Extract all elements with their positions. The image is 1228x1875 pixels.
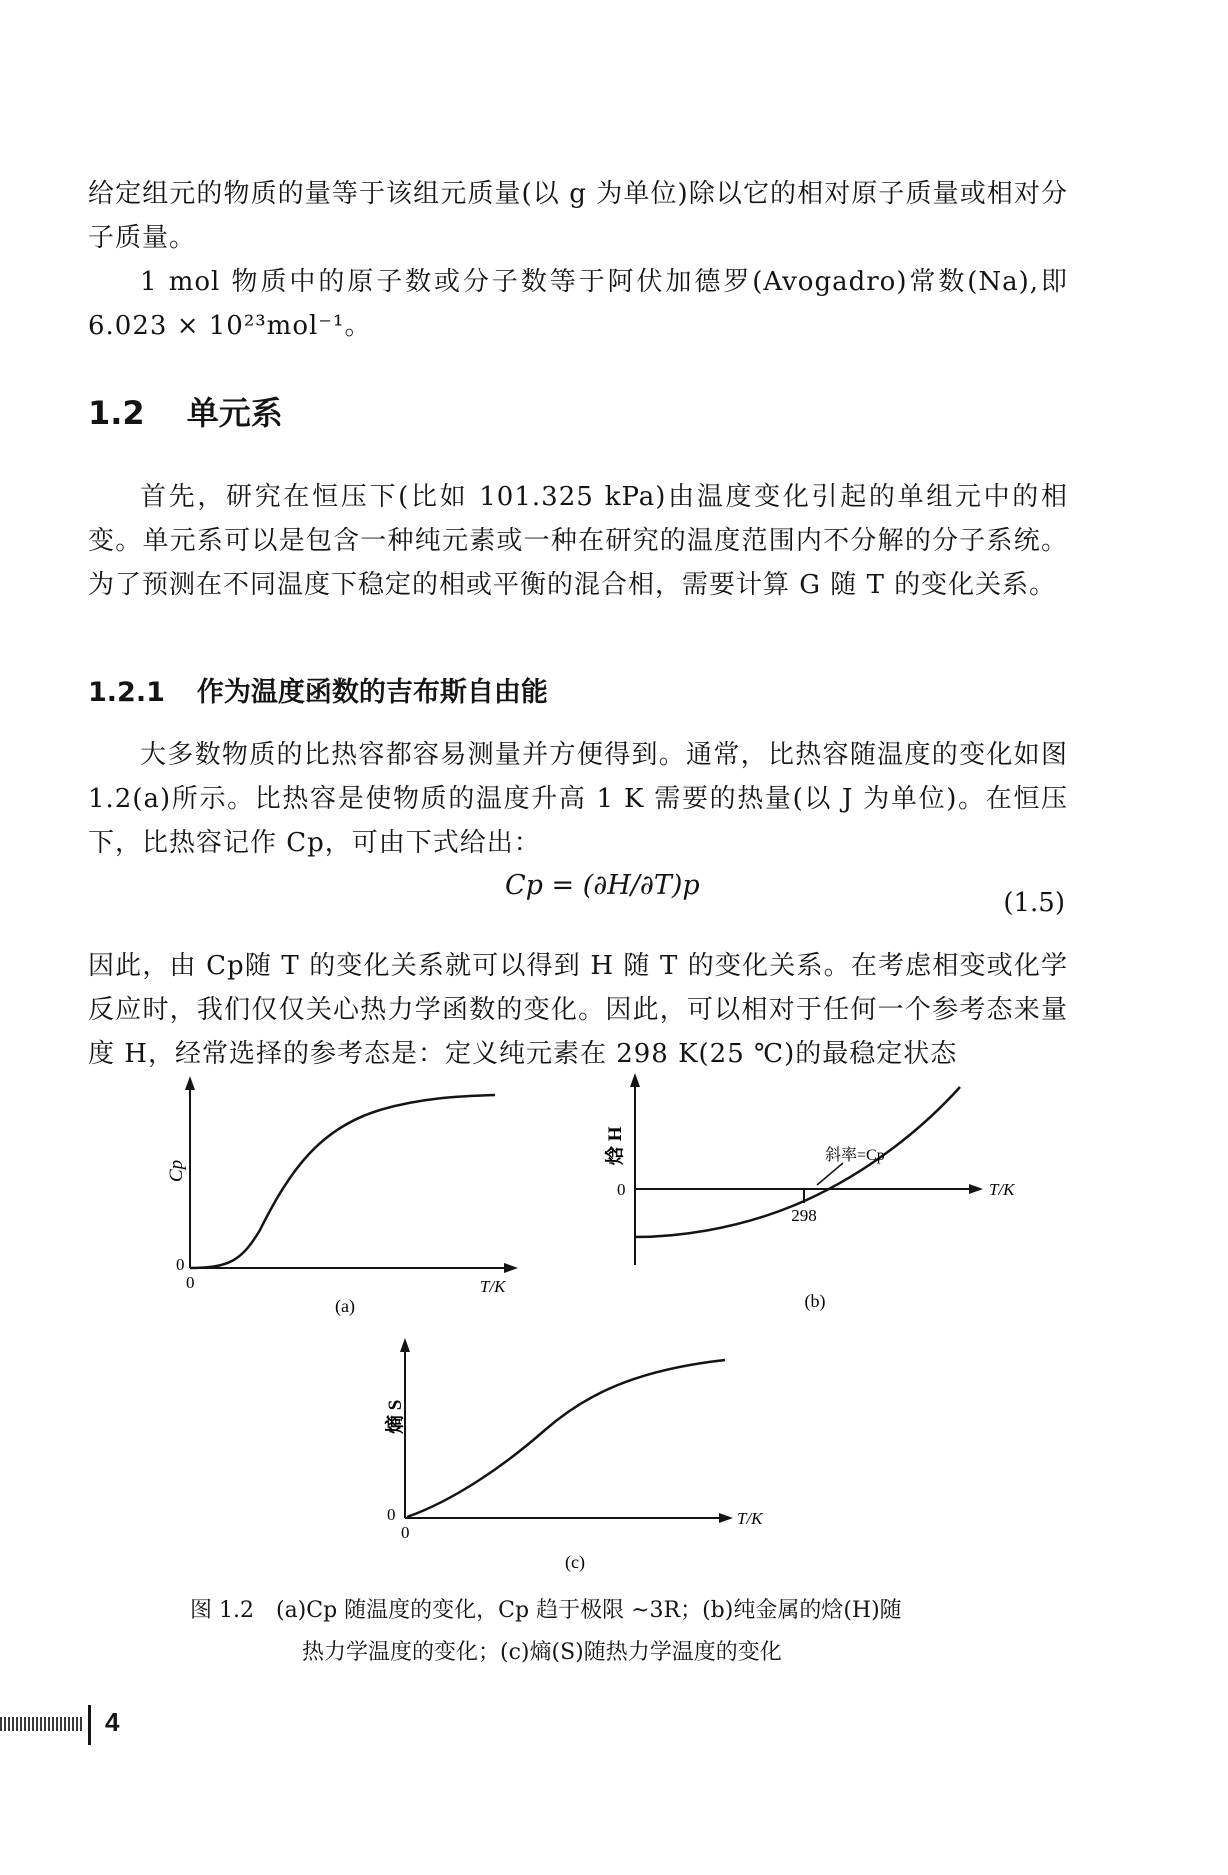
equation-expression: Cp = (∂H/∂T)p <box>505 870 700 901</box>
intro-paragraph-1: 给定组元的物质的量等于该组元质量(以 g 为单位)除以它的相对原子质量或相对分子质量。 <box>88 179 1068 253</box>
x-axis-label: T/K <box>480 1277 506 1296</box>
equation-number: (1.5) <box>1003 888 1065 918</box>
y-axis-arrow <box>185 1076 195 1090</box>
figure-b <box>575 1065 1015 1325</box>
caption-line-2: 热力学温度的变化；(c)熵(S)随热力学温度的变化 <box>302 1640 782 1665</box>
x-axis-arrow <box>504 1263 518 1273</box>
subsection-heading <box>88 670 548 709</box>
page-number: 4 <box>105 1707 120 1737</box>
subsection-title: 作为温度函数的吉布斯自由能 <box>196 677 548 708</box>
subsection-number: 1.2.1 <box>88 677 165 708</box>
origin-y-label: 0 <box>387 1505 396 1524</box>
subsection-paragraph: 大多数物质的比热容都容易测量并方便得到。通常，比热容随温度的变化如图 1.2(a)所示。比热容是使物质的温度升高 1 K 需要的热量(以 J 为单位)。在恒压下，比热容记作 Cp，可由下式给出： <box>88 740 1068 858</box>
y-axis-label: Cp <box>166 1159 187 1182</box>
figure-a <box>150 1070 540 1320</box>
caption-line-1: 图 1.2 (a)Cp 随温度的变化，Cp 趋于极限 ~3R；(b)纯金属的焓(H)随 <box>190 1598 902 1623</box>
page-footer <box>0 1705 200 1745</box>
zero-label: 0 <box>617 1180 626 1199</box>
origin-y-label: 0 <box>176 1255 185 1274</box>
x-axis-label: T/K <box>989 1180 1015 1199</box>
section-paragraph: 首先，研究在恒压下(比如 101.325 kPa)由温度变化引起的单组元中的相变。单元系可以是包含一种纯元素或一种在研究的温度范围内不分解的分子系统。为了预测在不同温度下稳定的相或平衡的混合相，需要计算 G 随 T 的变化关系。 <box>88 482 1068 600</box>
origin-x-label: 0 <box>186 1273 195 1292</box>
figure-label: (b) <box>804 1291 826 1311</box>
intro-paragraph-2: 1 mol 物质中的原子数或分子数等于阿伏加德罗(Avogadro)常数(Na),即 6.023 × 10²³mol⁻¹。 <box>88 267 1068 341</box>
y-axis-arrow <box>630 1073 640 1087</box>
y-axis-label: 熵 S <box>385 1399 406 1434</box>
section-title: 单元系 <box>186 394 283 432</box>
footer-divider <box>88 1705 91 1745</box>
y-axis-label: 焓 H <box>605 1126 626 1165</box>
x-axis-label: T/K <box>737 1509 763 1528</box>
slope-label: 斜率=Cp <box>825 1147 885 1164</box>
x-axis-arrow <box>719 1513 733 1523</box>
figure-caption <box>190 1590 1030 1674</box>
figure-c <box>365 1330 785 1580</box>
x-axis-arrow <box>969 1184 983 1194</box>
origin-x-label: 0 <box>401 1523 410 1542</box>
figure-label: (a) <box>335 1296 355 1316</box>
entropy-curve <box>407 1360 725 1517</box>
slope-pointer <box>817 1163 843 1185</box>
section-heading <box>88 388 283 434</box>
tick-label-298: 298 <box>791 1206 817 1225</box>
footer-pattern <box>0 1717 84 1731</box>
cp-curve <box>190 1095 495 1268</box>
figure-label: (c) <box>565 1552 585 1572</box>
y-axis-arrow <box>400 1338 410 1352</box>
section-number: 1.2 <box>88 394 145 432</box>
after-equation-paragraph: 因此，由 Cp随 T 的变化关系就可以得到 H 随 T 的变化关系。在考虑相变或化学反应时，我们仅仅关心热力学函数的变化。因此，可以相对于任何一个参考态来量度 H，经常选择的参考态是：定义纯元素在 298 K(25 ℃)的最稳定状态 <box>88 951 1068 1069</box>
